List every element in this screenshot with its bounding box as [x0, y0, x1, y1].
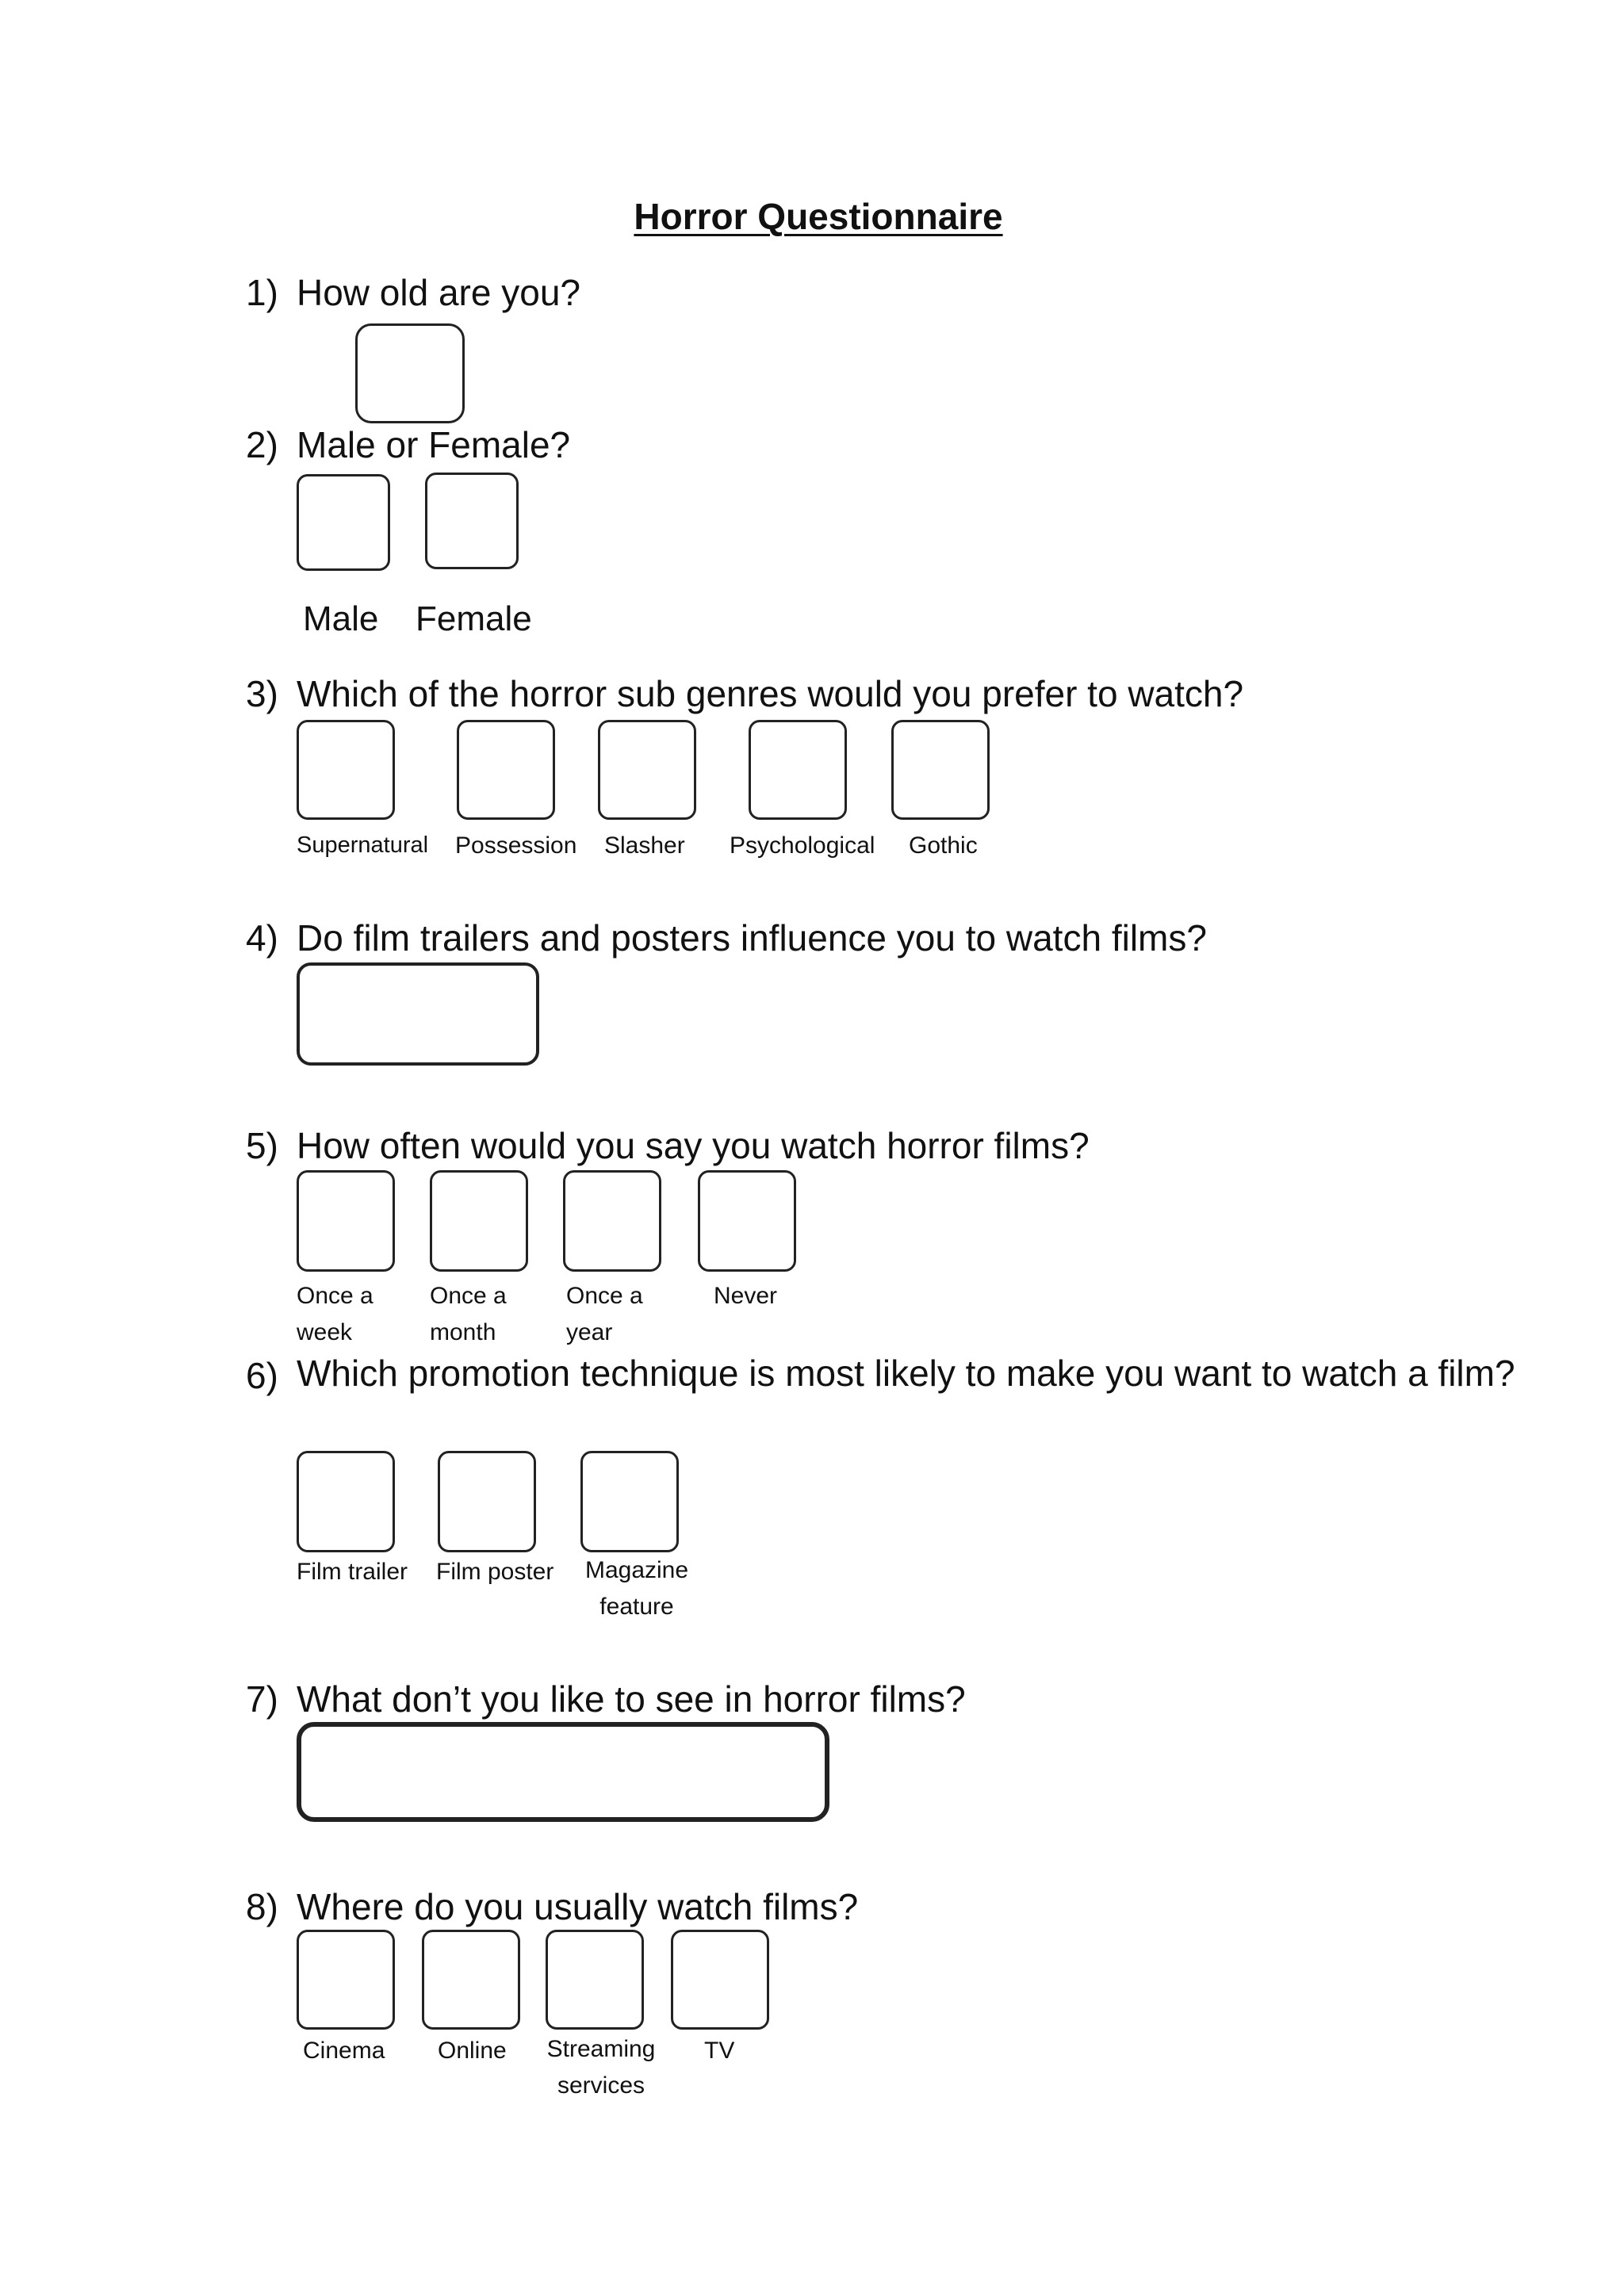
once-a-year-label: Once a year	[566, 1283, 643, 1345]
once-a-week-checkbox[interactable]	[297, 1170, 395, 1272]
online-label: Online	[438, 2038, 507, 2064]
cinema-label: Cinema	[303, 2038, 385, 2064]
question-8-number: 8)	[246, 1886, 278, 1927]
streaming-services-checkbox[interactable]	[546, 1930, 644, 2030]
once-a-month-label: Once a month	[430, 1283, 507, 1345]
supernatural-label: Supernatural	[297, 832, 429, 858]
magazine-feature-label: Magazine feature	[584, 1557, 689, 1620]
psychological-label: Psychological	[730, 832, 875, 859]
film-trailer-label: Film trailer	[297, 1559, 408, 1585]
once-a-year-checkbox[interactable]	[563, 1170, 661, 1272]
question-6-number: 6)	[246, 1355, 278, 1396]
female-checkbox[interactable]	[425, 473, 519, 569]
once-a-week-label: Once a week	[297, 1283, 373, 1345]
gothic-label: Gothic	[909, 832, 978, 859]
never-label: Never	[714, 1283, 778, 1309]
question-8-text: Where do you usually watch films?	[297, 1886, 859, 1927]
slasher-checkbox[interactable]	[598, 720, 696, 820]
male-label: Male	[303, 599, 379, 638]
female-label: Female	[416, 599, 532, 638]
question-1-number: 1)	[246, 272, 278, 313]
question-7-text: What don’t you like to see in horror films?	[297, 1678, 966, 1720]
psychological-checkbox[interactable]	[749, 720, 847, 820]
tv-label: TV	[704, 2038, 735, 2064]
question-5-text: How often would you say you watch horror films?	[297, 1125, 1090, 1166]
magazine-feature-checkbox[interactable]	[580, 1451, 679, 1552]
age-input-box[interactable]	[355, 323, 465, 423]
possession-checkbox[interactable]	[457, 720, 555, 820]
online-checkbox[interactable]	[422, 1930, 520, 2030]
supernatural-checkbox[interactable]	[297, 720, 395, 820]
possession-label: Possession	[455, 832, 577, 859]
question-3-number: 3)	[246, 673, 278, 714]
gothic-checkbox[interactable]	[891, 720, 990, 820]
film-poster-checkbox[interactable]	[438, 1451, 536, 1552]
question-2-text: Male or Female?	[297, 424, 571, 465]
streaming-services-label: Streaming services	[546, 2036, 656, 2099]
male-checkbox[interactable]	[297, 474, 390, 571]
influence-answer-box[interactable]	[297, 962, 539, 1066]
once-a-month-checkbox[interactable]	[430, 1170, 528, 1272]
dislikes-answer-box[interactable]	[297, 1722, 829, 1822]
page-title: Horror Questionnaire	[634, 196, 1003, 237]
question-5-number: 5)	[246, 1125, 278, 1166]
cinema-checkbox[interactable]	[297, 1930, 395, 2030]
question-4-number: 4)	[246, 917, 278, 959]
tv-checkbox[interactable]	[671, 1930, 769, 2030]
slasher-label: Slasher	[604, 832, 685, 859]
film-trailer-checkbox[interactable]	[297, 1451, 395, 1552]
never-checkbox[interactable]	[698, 1170, 796, 1272]
film-poster-label: Film poster	[436, 1559, 554, 1585]
question-7-number: 7)	[246, 1678, 278, 1720]
question-2-number: 2)	[246, 424, 278, 465]
question-1-text: How old are you?	[297, 272, 580, 313]
question-3-text: Which of the horror sub genres would you prefer to watch?	[297, 673, 1244, 714]
question-4-text: Do film trailers and posters influence you to watch films?	[297, 917, 1207, 959]
question-6-text: Which promotion technique is most likely to make you want to watch a film?	[297, 1353, 1515, 1394]
